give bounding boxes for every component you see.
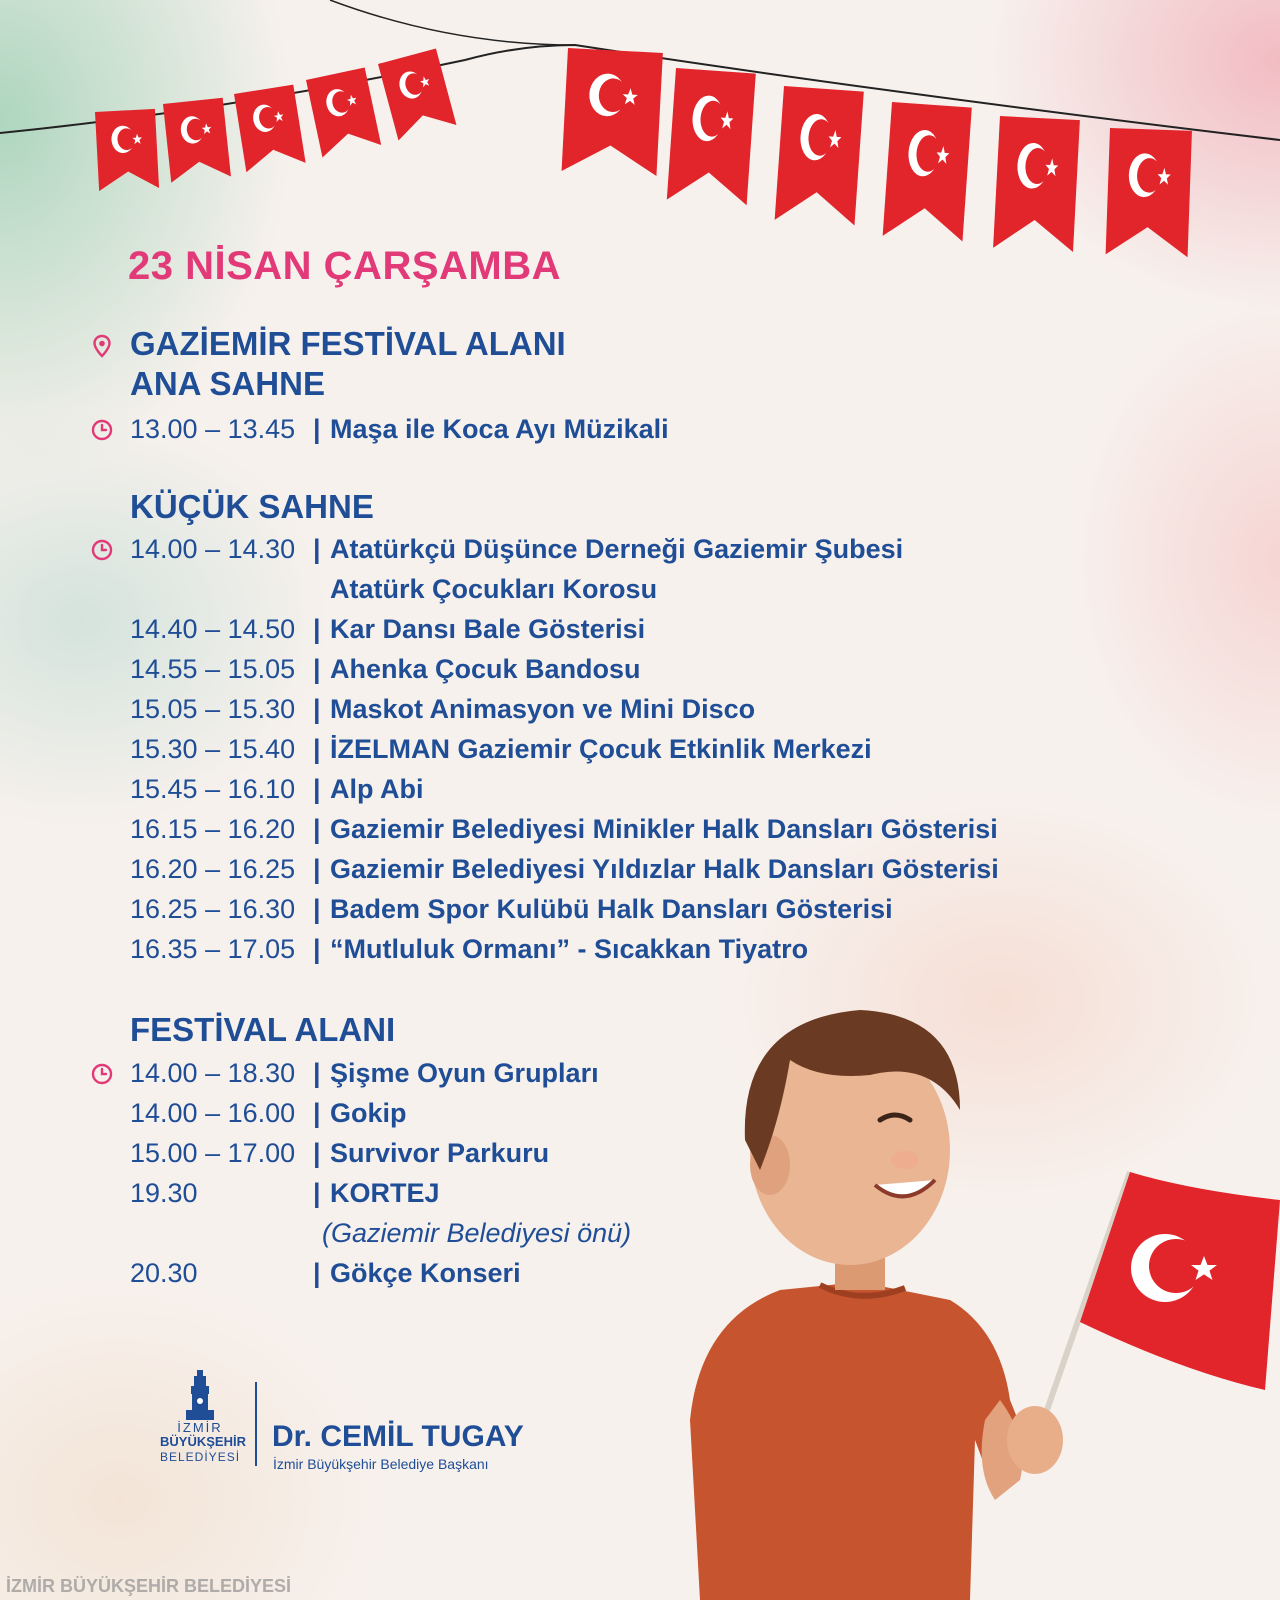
row-time: 14.00 – 18.30 (130, 1058, 296, 1088)
row-separator: | (313, 1178, 321, 1208)
row-separator: | (313, 894, 321, 924)
clock-icon (90, 1062, 114, 1086)
row-separator: | (313, 734, 321, 764)
logo-line-2: BÜYÜKŞEHİR (160, 1434, 246, 1449)
row-event: Gaziemir Belediyesi Minikler Halk Dansları Gösterisi (330, 814, 998, 844)
row-event: Gokip (330, 1098, 407, 1128)
turkish-flag-icon (883, 102, 972, 241)
row-separator: | (313, 534, 321, 564)
stage-title-ana-sahne: ANA SAHNE (130, 365, 325, 402)
row-time: 19.30 (130, 1178, 198, 1208)
row-event: Survivor Parkuru (330, 1138, 550, 1168)
row-event: Maşa ile Koca Ayı Müzikali (330, 414, 669, 444)
row-event: Badem Spor Kulübü Halk Dansları Gösterisi (330, 894, 893, 924)
logo-line-1: İZMİR (177, 1420, 223, 1435)
row-time: 15.30 – 15.40 (130, 734, 296, 764)
izmir-logo (160, 1370, 246, 1470)
row-separator: | (313, 1098, 321, 1128)
row-time: 14.40 – 14.50 (130, 614, 296, 644)
row-time: 16.25 – 16.30 (130, 894, 296, 924)
turkish-flag-icon (234, 85, 306, 173)
row-separator: | (313, 934, 321, 964)
row-event: Gaziemir Belediyesi Yıldızlar Halk Dansları Gösterisi (330, 854, 999, 884)
child-with-flag-image (640, 1000, 1280, 1600)
row-event: KORTEJ (330, 1178, 440, 1208)
stage-title-festival-alani: FESTİVAL ALANI (130, 1011, 396, 1048)
turkish-flag-icon (993, 116, 1080, 252)
row-separator: | (313, 614, 321, 644)
footer-divider (255, 1382, 257, 1466)
turkish-flag-icon (378, 48, 456, 140)
logo-line-3: BELEDİYESİ (160, 1450, 241, 1464)
row-time: 16.15 – 16.20 (130, 814, 296, 844)
mayor-title: İzmir Büyükşehir Belediye Başkanı (273, 1456, 489, 1472)
turkish-flag-icon (1106, 128, 1192, 257)
row-time: 15.05 – 15.30 (130, 694, 296, 724)
row-event: Atatürk Çocukları Korosu (330, 574, 658, 604)
row-event: “Mutluluk Ormanı” - Sıcakkan Tiyatro (330, 934, 809, 964)
clock-icon (90, 538, 114, 562)
row-separator: | (313, 814, 321, 844)
turkish-flag-icon (667, 68, 756, 205)
venue-title: GAZİEMİR FESTİVAL ALANI (130, 325, 566, 362)
row-event: Atatürkçü Düşünce Derneği Gaziemir Şubesi (330, 534, 904, 564)
location-pin-icon (90, 334, 114, 358)
row-event: Ahenka Çocuk Bandosu (330, 654, 641, 684)
row-separator: | (313, 854, 321, 884)
mayor-name: Dr. CEMİL TUGAY (272, 1420, 524, 1453)
row-event: İZELMAN Gaziemir Çocuk Etkinlik Merkezi (330, 734, 872, 764)
footer-branding (160, 1370, 560, 1470)
izmir-clock-tower-icon (180, 1370, 220, 1422)
row-time: 16.35 – 17.05 (130, 934, 296, 964)
row-separator: | (313, 1258, 321, 1288)
turkish-flag-icon (562, 48, 663, 176)
row-time: 13.00 – 13.45 (130, 414, 296, 444)
turkish-flag-icon (775, 86, 864, 225)
watermark: İZMİR BÜYÜKŞEHİR BELEDİYESİ (6, 1576, 292, 1596)
date-title: 23 NİSAN ÇARŞAMBA (128, 244, 561, 288)
row-event: Gökçe Konseri (330, 1258, 521, 1288)
row-time: 14.00 – 16.00 (130, 1098, 296, 1128)
clock-icon (90, 418, 114, 442)
turkish-flag-icon (95, 109, 159, 191)
row-note: (Gaziemir Belediyesi önü) (322, 1218, 632, 1248)
row-event: Maskot Animasyon ve Mini Disco (330, 694, 756, 724)
row-separator: | (313, 1058, 321, 1088)
row-time: 20.30 (130, 1258, 198, 1288)
row-separator: | (313, 654, 321, 684)
row-time: 16.20 – 16.25 (130, 854, 296, 884)
stage-title-kucuk-sahne: KÜÇÜK SAHNE (130, 488, 374, 525)
row-time: 14.00 – 14.30 (130, 534, 296, 564)
row-event: Kar Dansı Bale Gösterisi (330, 614, 646, 644)
row-time: 15.45 – 16.10 (130, 774, 296, 804)
row-separator: | (313, 1138, 321, 1168)
row-time: 14.55 – 15.05 (130, 654, 296, 684)
flag-bunting (0, 0, 1280, 260)
turkish-flag-icon (163, 98, 231, 183)
row-event: Alp Abi (330, 774, 424, 804)
row-separator: | (313, 414, 321, 444)
row-separator: | (313, 774, 321, 804)
row-separator: | (313, 694, 321, 724)
turkish-flag-icon (306, 68, 381, 158)
row-time: 15.00 – 17.00 (130, 1138, 296, 1168)
row-event: Şişme Oyun Grupları (330, 1058, 599, 1088)
